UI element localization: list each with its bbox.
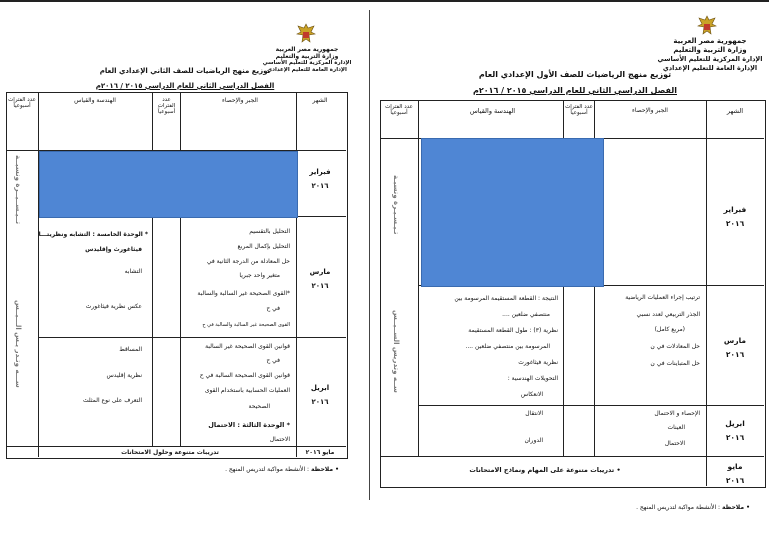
left-may-text: تدريبات متنوعة وحلول الامتحانات [121,449,219,456]
right-title: توزيع منهج الرياضيات للصف الأول الإعدادي العام [478,70,672,79]
right-col-periods-1: عدد الفترات أسبوعياً [565,104,593,116]
right-vertical-label-1: تـيـسـيـرة ونسبـة [392,175,400,235]
left-mar-alg-1: التحليل بالتقسيم [249,228,290,235]
right-month-apr: ابريل [725,419,745,428]
left-vertical-label-1: تــيـســيــرة ونسبــة [14,155,22,225]
left-note-label: ملاحظة [310,466,334,473]
right-mar-geo-3: نظرية (٣) : طول القطعة المستقيمة [468,327,558,334]
left-header-central: الإدارة المركزية للتعليم الأساسي [262,60,352,66]
right-year-apr: ٢٠١٦ [725,433,745,442]
left-note-text: الأنشطة مواكبة لتدريس المنهج . [225,466,306,473]
left-apr-alg-6: * الوحدة الثالثة : الاحتمال [208,421,290,429]
right-month-mar: مارس [723,336,747,345]
left-col-month: الشهر [312,97,328,104]
left-note: • ملاحظة : الأنشطة مواكبة لتدريس المنهج . [225,466,339,473]
right-mar-geo-4: المرسومة بين منتصفي ضلعين .... [465,343,550,350]
right-apr-alg-1: الإحصاء و الاحتمال [654,410,700,417]
left-apr-geo-2: نظرية إقليدس [106,372,142,379]
left-apr-geo-3: التعرف على نوع المثلث [82,397,142,404]
left-mar-alg-2: التحليل بإكمال المربع [237,243,290,250]
eagle-emblem-icon [696,14,718,38]
right-vertical-label-2: ســه وتدريس الســيــس [392,310,400,393]
left-mar-geo-3: التشابه [124,268,142,275]
left-year-feb: ٢٠١٦ [311,182,329,190]
left-title: توزيع منهج الرياضيات للصف الثاني الإعدادي العام [99,67,271,75]
right-apr-alg-3: الاحتمال [664,440,685,447]
right-col-month: الشهر [726,107,744,115]
left-col-geometry: الهندسة والقياس [74,97,116,104]
left-mar-alg-7: القوى الصحيحة غير السالبة والسالبة في ح [202,322,290,328]
left-month-may: مايو ٢٠١٦ [305,449,335,456]
right-header-ministry: وزارة التربية والتعليم [673,46,747,54]
left-month-mar: مارس [309,268,331,276]
right-apr-alg-2: العينات [667,424,685,431]
right-col-geometry: الهندسة والقياس [469,107,516,115]
right-year-may: ٢٠١٦ [725,476,745,485]
left-month-feb: فبراير [309,168,331,176]
left-year-apr: ٢٠١٦ [311,398,329,406]
right-apr-geo-1: الانتقال [525,410,543,417]
left-header-ministry: وزارة التربية والتعليم [275,53,339,60]
left-year-mar: ٢٠١٦ [311,282,329,290]
right-year-mar: ٢٠١٦ [725,350,745,359]
right-note-text: الأنشطة مواكبة لتدريس المنهج . [636,504,717,511]
right-apr-geo-2: الدوران [524,437,543,444]
right-may-text-value: تدريبات متنوعة على المهام ونماذج الامتحانات [469,466,615,474]
right-year-feb: ٢٠١٦ [725,219,745,228]
left-apr-alg-2: في ح [266,357,280,364]
left-mar-geo-1: * الوحدة الخامسة : التشابه ونظريتـــا [38,231,148,238]
left-mar-alg-4: متغير واحد جبريا [239,272,280,279]
left-mar-geo-4: عكس نظرية فيثاغورث [85,303,142,310]
left-apr-geo-1: المساقط [119,346,142,353]
left-col-periods: عدد الفترات أسبوعياً [157,97,176,115]
left-apr-alg-1: قوانين القوى الصحيحة غير السالبة [205,343,290,350]
left-header-republic: جمهورية مصر العربية [275,46,339,53]
right-mar-geo-2: منتصفي ضلعين .... [502,311,550,318]
right-header-republic: جمهورية مصر العربية [673,37,747,45]
left-mar-alg-5: *القوى الصحيحة غير السالبة والسالبة [197,290,290,297]
right-mar-alg-5: حل المتباينات في ن [650,360,700,367]
left-apr-alg-3: قوانين القوى الصحيحة السالبة في ح [199,372,290,379]
right-mar-geo-6: التحويلات الهندسية : [507,375,558,382]
left-col-periods-2: عدد الفترات أسبوعياً [8,97,36,109]
right-header-general: الإدارة العامة للتعليم الإعدادي [662,64,758,72]
right-col-algebra: الجبر والإحصاء [632,107,668,114]
page-divider [369,10,370,500]
right-note: • ملاحظة : الأنشطة مواكبة لتدريس المنهج . [636,504,750,511]
right-month-feb: فبراير [723,205,747,214]
left-header-general: الإدارة العامة للتعليم الإعدادي [267,67,347,73]
right-may-text: • تدريبات متنوعة على المهام ونماذج الامتحانات [469,466,621,474]
left-apr-alg-5: الصحيحة [248,403,270,410]
right-blue-block [421,138,604,287]
left-blue-block [39,151,298,218]
top-rule [0,0,769,2]
right-month-may: مايو [727,462,743,471]
right-mar-alg-3: (مربع كامل) [654,326,685,333]
right-mar-geo-1: النتيجة : القطعة المستقيمة المرسومة بين [454,295,558,302]
eagle-emblem-icon [295,22,317,46]
left-vertical-label-2: ســـه وتـدر يـس الـــيــس [14,300,22,388]
right-col-periods-2: عدد الفترات أسبوعياً [385,104,413,116]
left-subtitle: الفصل الدراسي الثاني للعام الدراسي ٢٠١٥ / ٢٠١٦م [95,82,275,90]
right-mar-alg-2: الجذر التربيعي لعدد نسبي [636,311,700,318]
left-month-apr: ابريل [310,384,330,392]
right-mar-geo-7: الانعكاس [520,391,543,398]
left-apr-alg-4: العمليات الحسابية باستخدام القوى [204,387,290,394]
right-mar-alg-1: ترتيب إجراء العمليات الرياضية [625,294,700,301]
left-mar-alg-3: حل المعادلة من الدرجة الثانية في [206,258,290,265]
left-mar-geo-2: فيثاغورث وإقليدس [85,246,142,253]
right-mar-geo-5: نظرية فيثاغورث [518,359,558,366]
left-col-algebra: الجبر والإحصاء [222,97,258,104]
right-subtitle: الفصل الدراسي الثاني للعام الدراسي ٢٠١٥ / ٢٠١٦م [472,86,677,95]
right-mar-alg-4: حل المعادلات في ن [650,343,700,350]
right-note-label: ملاحظة [721,504,745,511]
left-apr-alg-7: الاحتمال [269,436,290,443]
left-mar-alg-6: في ح [266,305,280,312]
right-header-central: الإدارة المركزية للتعليم الأساسي [657,55,763,63]
